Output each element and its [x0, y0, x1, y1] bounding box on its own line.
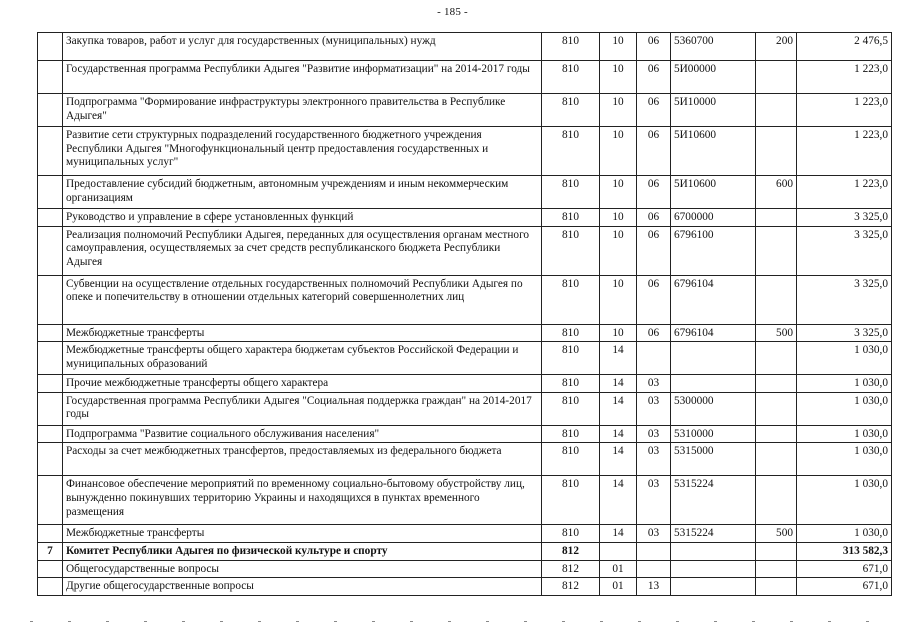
table-row — [38, 275, 892, 324]
section-code-cell: 14 — [600, 425, 637, 443]
subsection-code-cell: 06 — [637, 94, 671, 127]
row-number-cell — [38, 33, 63, 61]
scan-tick-mark — [106, 621, 109, 622]
target-item-code-cell: 6796104 — [671, 275, 756, 324]
expense-type-code-cell: 600 — [756, 176, 797, 209]
scan-tick-mark — [676, 621, 679, 622]
subsection-code-cell: 06 — [637, 209, 671, 227]
subsection-code-cell — [637, 342, 671, 375]
department-code-cell: 810 — [542, 425, 600, 443]
expense-type-code-cell — [756, 443, 797, 476]
item-name-cell: Государственная программа Республики Адыгея "Развитие информатизации" на 2014-2017 годы — [63, 61, 542, 94]
row-number-cell — [38, 375, 63, 393]
row-number-cell — [38, 324, 63, 342]
subsection-code-cell: 06 — [637, 226, 671, 275]
table-row — [38, 209, 892, 227]
expense-type-code-cell — [756, 425, 797, 443]
section-code-cell: 14 — [600, 375, 637, 393]
expense-type-code-cell — [756, 542, 797, 560]
department-code-cell: 810 — [542, 324, 600, 342]
item-name-cell: Прочие межбюджетные трансферты общего характера — [63, 375, 542, 393]
amount-cell: 1 030,0 — [797, 525, 892, 543]
table-row — [38, 443, 892, 476]
scan-tick-mark — [524, 621, 527, 622]
item-name-cell: Комитет Республики Адыгея по физической культуре и спорту — [63, 542, 542, 560]
scan-tick-mark — [866, 621, 869, 622]
table-row — [38, 392, 892, 425]
target-item-code-cell: 5И10600 — [671, 127, 756, 176]
subsection-code-cell: 06 — [637, 176, 671, 209]
target-item-code-cell — [671, 578, 756, 596]
expense-type-code-cell — [756, 342, 797, 375]
expense-type-code-cell — [756, 127, 797, 176]
expense-type-code-cell — [756, 392, 797, 425]
amount-cell: 1 030,0 — [797, 375, 892, 393]
section-code-cell: 10 — [600, 33, 637, 61]
section-code-cell: 10 — [600, 94, 637, 127]
amount-cell: 313 582,3 — [797, 542, 892, 560]
target-item-code-cell — [671, 375, 756, 393]
amount-cell: 671,0 — [797, 560, 892, 578]
section-code-cell: 10 — [600, 226, 637, 275]
table-row — [38, 33, 892, 61]
expense-type-code-cell: 500 — [756, 525, 797, 543]
target-item-code-cell: 5315000 — [671, 443, 756, 476]
department-code-cell: 812 — [542, 542, 600, 560]
section-code-cell: 10 — [600, 176, 637, 209]
expense-type-code-cell: 200 — [756, 33, 797, 61]
amount-cell: 1 030,0 — [797, 392, 892, 425]
scan-tick-mark — [790, 621, 793, 622]
table-row — [38, 578, 892, 596]
department-code-cell: 810 — [542, 275, 600, 324]
table-row — [38, 94, 892, 127]
table-row — [38, 61, 892, 94]
subsection-code-cell: 06 — [637, 33, 671, 61]
department-code-cell: 810 — [542, 61, 600, 94]
department-code-cell: 810 — [542, 209, 600, 227]
amount-cell: 1 223,0 — [797, 176, 892, 209]
amount-cell: 2 476,5 — [797, 33, 892, 61]
department-code-cell: 812 — [542, 560, 600, 578]
table-row — [38, 226, 892, 275]
table-row — [38, 342, 892, 375]
table-row — [38, 324, 892, 342]
department-code-cell: 810 — [542, 127, 600, 176]
item-name-cell: Межбюджетные трансферты — [63, 525, 542, 543]
department-code-cell: 810 — [542, 375, 600, 393]
row-number-cell — [38, 392, 63, 425]
amount-cell: 3 325,0 — [797, 324, 892, 342]
department-code-cell: 810 — [542, 342, 600, 375]
item-name-cell: Государственная программа Республики Адыгея "Социальная поддержка граждан" на 2014-2017 годы — [63, 392, 542, 425]
target-item-code-cell: 6700000 — [671, 209, 756, 227]
table-row — [38, 176, 892, 209]
department-code-cell: 810 — [542, 94, 600, 127]
subsection-code-cell: 03 — [637, 443, 671, 476]
section-code-cell — [600, 542, 637, 560]
subsection-code-cell — [637, 542, 671, 560]
expense-type-code-cell — [756, 578, 797, 596]
expense-type-code-cell — [756, 275, 797, 324]
department-code-cell: 810 — [542, 476, 600, 525]
section-code-cell: 01 — [600, 560, 637, 578]
amount-cell: 3 325,0 — [797, 275, 892, 324]
scan-tick-mark — [752, 621, 755, 622]
budget-table-body — [38, 33, 892, 596]
amount-cell: 1 030,0 — [797, 425, 892, 443]
item-name-cell: Руководство и управление в сфере установленных функций — [63, 209, 542, 227]
item-name-cell: Подпрограмма "Формирование инфраструктуры электронного правительства в Республике Адыгея" — [63, 94, 542, 127]
target-item-code-cell — [671, 542, 756, 560]
amount-cell: 671,0 — [797, 578, 892, 596]
row-number-cell — [38, 476, 63, 525]
section-code-cell: 10 — [600, 209, 637, 227]
amount-cell: 1 030,0 — [797, 342, 892, 375]
row-number-cell — [38, 425, 63, 443]
expense-type-code-cell — [756, 560, 797, 578]
row-number-cell — [38, 94, 63, 127]
target-item-code-cell: 5И10600 — [671, 176, 756, 209]
section-code-cell: 14 — [600, 342, 637, 375]
subsection-code-cell: 03 — [637, 375, 671, 393]
amount-cell: 1 030,0 — [797, 476, 892, 525]
scan-tick-mark — [448, 621, 451, 622]
department-code-cell: 810 — [542, 176, 600, 209]
subsection-code-cell: 06 — [637, 127, 671, 176]
table-row — [38, 127, 892, 176]
item-name-cell: Межбюджетные трансферты — [63, 324, 542, 342]
scan-tick-mark — [714, 621, 717, 622]
target-item-code-cell: 5300000 — [671, 392, 756, 425]
table-row — [38, 525, 892, 543]
row-number-cell — [38, 176, 63, 209]
section-code-cell: 10 — [600, 61, 637, 94]
target-item-code-cell: 5И10000 — [671, 94, 756, 127]
row-number-cell: 7 — [38, 542, 63, 560]
expense-type-code-cell — [756, 226, 797, 275]
department-code-cell: 812 — [542, 578, 600, 596]
table-row — [38, 560, 892, 578]
row-number-cell — [38, 525, 63, 543]
department-code-cell: 810 — [542, 525, 600, 543]
table-row — [38, 542, 892, 560]
scan-tick-mark — [144, 621, 147, 622]
item-name-cell: Общегосударственные вопросы — [63, 560, 542, 578]
subsection-code-cell: 06 — [637, 61, 671, 94]
item-name-cell: Субвенции на осуществление отдельных государственных полномочий Республики Адыгея по опеке и попечительству в отношении отдельных категорий совершеннолетних лиц — [63, 275, 542, 324]
scan-tick-mark — [486, 621, 489, 622]
table-row — [38, 476, 892, 525]
item-name-cell: Межбюджетные трансферты общего характера бюджетам субъектов Российской Федерации и муниципальных образований — [63, 342, 542, 375]
scan-tick-mark — [638, 621, 641, 622]
item-name-cell: Развитие сети структурных подразделений государственного бюджетного учреждения Республики Адыгея "Многофункциональный центр предоставления государственных и муниципальных услуг" — [63, 127, 542, 176]
subsection-code-cell: 06 — [637, 275, 671, 324]
scan-tick-mark — [410, 621, 413, 622]
table-row — [38, 375, 892, 393]
expense-type-code-cell — [756, 476, 797, 525]
subsection-code-cell: 03 — [637, 476, 671, 525]
row-number-cell — [38, 226, 63, 275]
target-item-code-cell: 5310000 — [671, 425, 756, 443]
section-code-cell: 14 — [600, 525, 637, 543]
item-name-cell: Подпрограмма "Развитие социального обслуживания населения" — [63, 425, 542, 443]
page-number: - 185 - — [437, 6, 468, 18]
section-code-cell: 14 — [600, 443, 637, 476]
target-item-code-cell: 6796100 — [671, 226, 756, 275]
amount-cell: 1 030,0 — [797, 443, 892, 476]
section-code-cell: 14 — [600, 392, 637, 425]
item-name-cell: Финансовое обеспечение мероприятий по временному социально-бытовому обустройству лиц, вынужденно покинувших территорию Украины и находящихся в пунктах временного размещения — [63, 476, 542, 525]
row-number-cell — [38, 61, 63, 94]
row-number-cell — [38, 560, 63, 578]
expense-type-code-cell — [756, 94, 797, 127]
section-code-cell: 10 — [600, 275, 637, 324]
item-name-cell: Расходы за счет межбюджетных трансфертов, предоставляемых из федерального бюджета — [63, 443, 542, 476]
row-number-cell — [38, 275, 63, 324]
subsection-code-cell: 03 — [637, 525, 671, 543]
expense-type-code-cell — [756, 209, 797, 227]
department-code-cell: 810 — [542, 33, 600, 61]
scan-tick-mark — [296, 621, 299, 622]
subsection-code-cell: 03 — [637, 425, 671, 443]
item-name-cell: Реализация полномочий Республики Адыгея, переданных для осуществления органам местного самоуправления, осуществляемых за счет средств республиканского бюджета Республики Адыгея — [63, 226, 542, 275]
target-item-code-cell — [671, 342, 756, 375]
budget-table — [37, 32, 892, 596]
target-item-code-cell — [671, 560, 756, 578]
row-number-cell — [38, 127, 63, 176]
scan-tick-mark — [182, 621, 185, 622]
section-code-cell: 10 — [600, 324, 637, 342]
row-number-cell — [38, 443, 63, 476]
item-name-cell: Закупка товаров, работ и услуг для государственных (муниципальных) нужд — [63, 33, 542, 61]
expense-type-code-cell — [756, 61, 797, 94]
target-item-code-cell: 5315224 — [671, 525, 756, 543]
amount-cell: 3 325,0 — [797, 226, 892, 275]
scan-tick-mark — [562, 621, 565, 622]
scan-tick-mark — [828, 621, 831, 622]
target-item-code-cell: 5И00000 — [671, 61, 756, 94]
row-number-cell — [38, 342, 63, 375]
subsection-code-cell — [637, 560, 671, 578]
target-item-code-cell: 5360700 — [671, 33, 756, 61]
subsection-code-cell: 13 — [637, 578, 671, 596]
scan-edge-marks — [30, 621, 880, 625]
target-item-code-cell: 5315224 — [671, 476, 756, 525]
amount-cell: 1 223,0 — [797, 94, 892, 127]
scan-tick-mark — [334, 621, 337, 622]
scan-tick-mark — [258, 621, 261, 622]
section-code-cell: 14 — [600, 476, 637, 525]
row-number-cell — [38, 578, 63, 596]
subsection-code-cell: 03 — [637, 392, 671, 425]
subsection-code-cell: 06 — [637, 324, 671, 342]
amount-cell: 1 223,0 — [797, 61, 892, 94]
item-name-cell: Другие общегосударственные вопросы — [63, 578, 542, 596]
expense-type-code-cell — [756, 375, 797, 393]
scan-tick-mark — [372, 621, 375, 622]
amount-cell: 1 223,0 — [797, 127, 892, 176]
target-item-code-cell: 6796104 — [671, 324, 756, 342]
scan-tick-mark — [600, 621, 603, 622]
row-number-cell — [38, 209, 63, 227]
expense-type-code-cell: 500 — [756, 324, 797, 342]
scan-tick-mark — [68, 621, 71, 622]
scan-tick-mark — [220, 621, 223, 622]
table-row — [38, 425, 892, 443]
department-code-cell: 810 — [542, 392, 600, 425]
department-code-cell: 810 — [542, 226, 600, 275]
item-name-cell: Предоставление субсидий бюджетным, автономным учреждениям и иным некоммерческим организациям — [63, 176, 542, 209]
department-code-cell: 810 — [542, 443, 600, 476]
amount-cell: 3 325,0 — [797, 209, 892, 227]
section-code-cell: 10 — [600, 127, 637, 176]
scan-tick-mark — [30, 621, 33, 622]
section-code-cell: 01 — [600, 578, 637, 596]
